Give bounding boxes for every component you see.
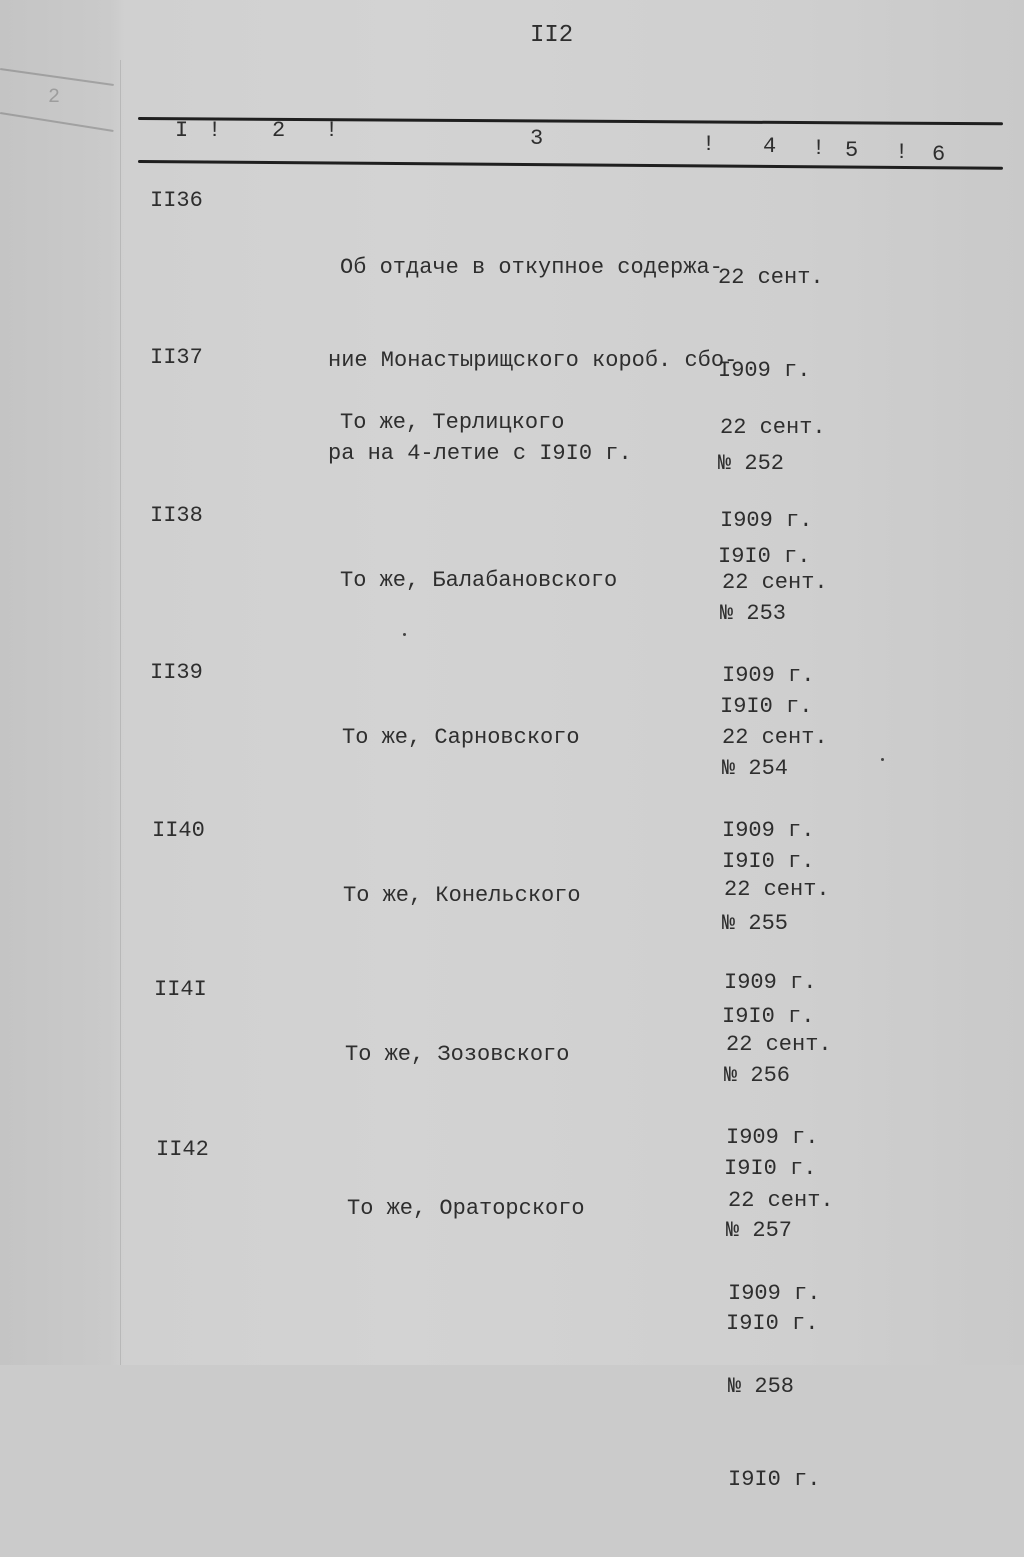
- column-header-3: 3: [530, 126, 544, 151]
- description-line: ние Монастырищского короб. сбо-: [328, 348, 738, 373]
- date-line: I909 г.: [720, 508, 813, 533]
- entry-number: II40: [152, 818, 205, 843]
- column-header-4: 4: [763, 134, 777, 159]
- date-line: № 257: [726, 1218, 793, 1243]
- entry-number: II38: [150, 503, 203, 528]
- date-line: 22 сент.: [724, 877, 830, 902]
- entry-description: [347, 1131, 737, 1286]
- column-header-2: 2: [272, 118, 286, 143]
- date-line: I9I0 г.: [728, 1467, 821, 1492]
- date-line: № 256: [724, 1063, 791, 1088]
- entry-description: [343, 818, 733, 973]
- paper-speck: [403, 633, 406, 636]
- entry-description: [340, 503, 730, 658]
- date-line: I9I0 г.: [720, 694, 813, 719]
- date-line: 22 сент.: [718, 265, 824, 290]
- entry-description: [340, 345, 730, 500]
- entry-description: [345, 977, 735, 1132]
- column-header-1: I: [175, 118, 189, 143]
- date-line: 22 сент.: [722, 725, 828, 750]
- date-line: № 254: [722, 756, 789, 781]
- description-line: То же, Ораторского: [347, 1196, 585, 1221]
- paper-speck: [881, 758, 884, 761]
- entry-date: [728, 1123, 834, 1557]
- header-rule-bottom: [138, 160, 1003, 170]
- date-line: I9I0 г.: [724, 1156, 817, 1181]
- column-header-5: 5: [845, 138, 859, 163]
- date-line: I909 г.: [724, 970, 817, 995]
- entry-number: II4I: [154, 977, 207, 1002]
- description-line: То же, Конельского: [343, 883, 581, 908]
- date-line: I9I0 г.: [722, 1004, 815, 1029]
- column-separator: !: [208, 118, 222, 143]
- date-line: 22 сент.: [722, 570, 828, 595]
- date-line: I9I0 г.: [726, 1311, 819, 1336]
- description-line: ра на 4-летие с I9I0 г.: [328, 441, 632, 466]
- entry-number: II36: [150, 188, 203, 213]
- table-header: [0, 118, 1024, 167]
- description-line: То же, Сарновского: [342, 725, 580, 750]
- page-number: II2: [530, 22, 574, 49]
- date-line: 22 сент.: [726, 1032, 832, 1057]
- entry-number: II42: [156, 1137, 209, 1162]
- date-line: 22 сент.: [720, 415, 826, 440]
- date-line: № 252: [718, 451, 785, 476]
- date-line: I9I0 г.: [718, 544, 811, 569]
- description-line: То же, Зозовского: [345, 1042, 570, 1067]
- date-line: № 258: [728, 1374, 795, 1399]
- entry-number: II37: [150, 345, 203, 370]
- description-line: То же, Терлицкого: [340, 410, 565, 435]
- column-separator: !: [325, 118, 339, 143]
- date-line: 22 сент.: [728, 1188, 834, 1213]
- date-line: I909 г.: [726, 1125, 819, 1150]
- column-separator: !: [702, 132, 716, 157]
- date-line: I909 г.: [728, 1281, 821, 1306]
- date-line: № 253: [720, 601, 787, 626]
- description-line: То же, Балабановского: [340, 568, 618, 593]
- date-line: № 255: [722, 911, 789, 936]
- entry-number: II39: [150, 660, 203, 685]
- column-header-6: 6: [932, 142, 946, 167]
- ghost-column-number: 2: [48, 86, 61, 109]
- column-separator: !: [812, 136, 826, 161]
- date-line: I909 г.: [722, 663, 815, 688]
- description-line: Об отдаче в откупное содержа-: [340, 255, 723, 280]
- date-line: I909 г.: [718, 358, 811, 383]
- date-line: I9I0 г.: [722, 849, 815, 874]
- column-separator: !: [895, 140, 909, 165]
- previous-page-edge: [0, 60, 121, 1365]
- date-line: I909 г.: [722, 818, 815, 843]
- entry-description: [342, 660, 732, 815]
